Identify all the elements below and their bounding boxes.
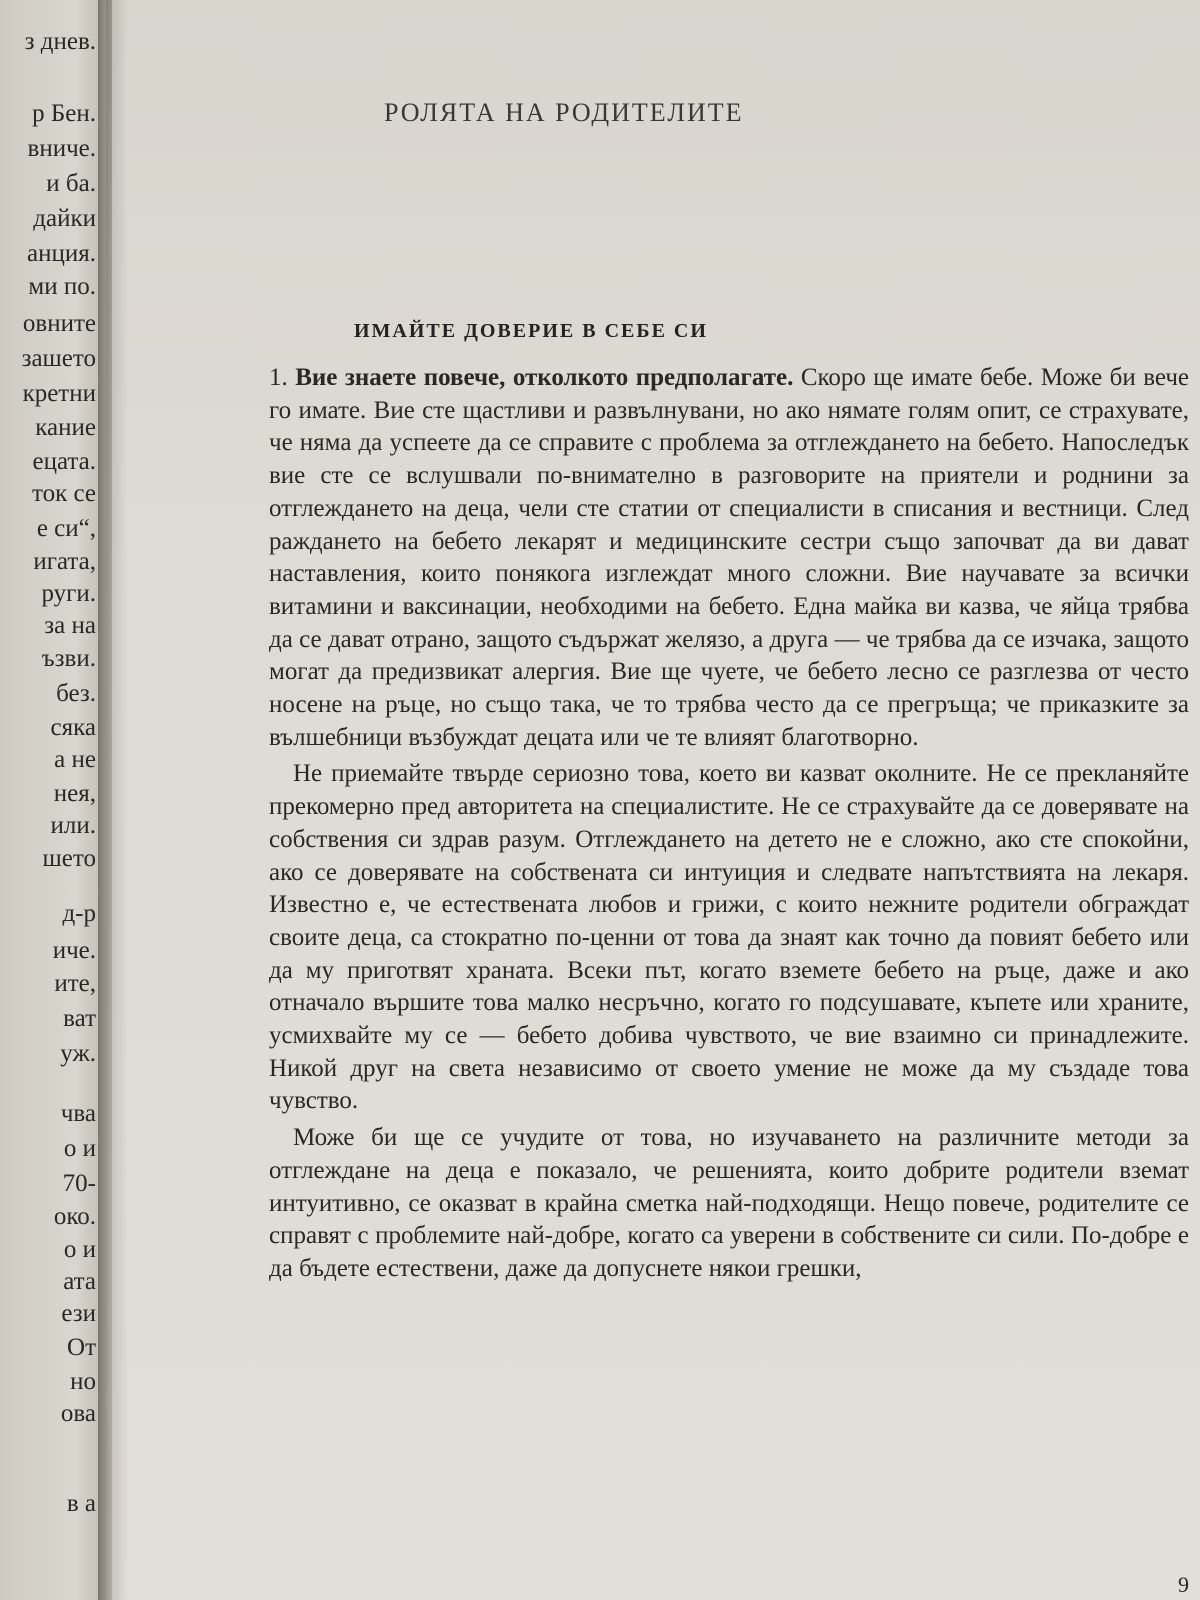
left-page-line: око. [53, 1203, 96, 1230]
left-page-line: иче. [52, 937, 96, 964]
left-page-line: дайки [33, 205, 96, 232]
left-page-line: уж. [60, 1040, 96, 1067]
book-page [112, 0, 1200, 1600]
left-page-line: шето [42, 845, 96, 872]
left-page-line: От [67, 1334, 96, 1361]
left-facing-page [0, 0, 106, 1600]
left-page-line: вниче. [27, 135, 96, 162]
body-text [269, 362, 1189, 1286]
left-page-line: или. [50, 812, 96, 839]
left-page-line: а не [54, 746, 96, 773]
left-page-line: ъзви. [41, 645, 96, 672]
left-page-line: ват [63, 1005, 96, 1032]
left-page-line: овните [22, 310, 96, 337]
left-page-line: и ба. [46, 170, 96, 197]
left-page-line: р Бен. [32, 100, 96, 127]
left-page-line: игата, [33, 548, 96, 575]
paragraph-1 [269, 362, 1189, 754]
left-page-line: о и [63, 1236, 96, 1263]
chapter-heading: РОЛЯТА НА РОДИТЕЛИТЕ [384, 98, 744, 127]
page-gutter-shadow [98, 0, 128, 1600]
left-page-line: 70- [62, 1170, 96, 1197]
paragraph-3: Може би ще се учудите от това, но изучаването на различните методи за отглеждане на деца е показало, че решенията, които добрите родители вземат интуитивно, се оказват в крайна сметка най-подходящи. Нещо повече, родителите се справят с проблемите най-добре, когато са уверени в собствените си сили. По-добре е да бъдете естествени, даже да допуснете някои грешки, [269, 1124, 1189, 1282]
left-page-line: без. [56, 680, 96, 707]
left-page-line: зашето [21, 345, 96, 372]
left-page-line: ата [63, 1268, 96, 1295]
left-page-line: анция. [27, 240, 96, 267]
paragraph-2: Не приемайте твърде сериозно това, което ви казват околните. Не се прекланяйте прекомерно пред авторитета на специалистите. Не се страхувайте да се доверявате на собствения си здрав разум. Отглеждането на детето не е сложно, ако сте спокойни, ако се доверявате на собствената си интуиция и следвате напътствията на лекаря. Известно е, че естествената любов и грижи, с които нежните родители обграждат своите деца, са стократно по-ценни от това да знаят как точно да повият бебето или да му приготвят храната. Всеки път, когато вземете бебето на ръце, даже и ако отначало вършите това малко несръчно, когато го подсушавате, къпете или храните, усмихвайте му се — бебето добива чувството, че вие взаимно си принадлежите. Никой друг на света независимо от своето умение не може да му създаде това чувство. [269, 760, 1189, 1115]
left-page-line: ова [60, 1400, 96, 1427]
left-page-line: руги. [41, 580, 96, 607]
left-page-line: ток се [32, 480, 96, 507]
left-page-line: д-р [62, 900, 96, 927]
left-page-line: о и [63, 1135, 96, 1162]
page-number: 9 [1178, 1572, 1189, 1597]
paragraph-1-text: Скоро ще имате бебе. Може би вече го имате. Вие сте щастливи и развълнувани, но ако нямате голям опит, се страхувате, че няма да успеете да се справите с проблема за отглеждането на бебето. Напоследък вие сте се вслушвали по-внимателно в разговорите на приятели и роднини за отглеждането на деца, чели сте статии от специалисти в списания и вестници. След раждането на бебето лекарят и медицинските сестри също започват да ви дават наставления, които понякога изглеждат много сложни. Вие научавате за всички витамини и ваксинации, необходими на бебето. Една майка ви казва, че яйца трябва да се дават отрано, защото съдържат желязо, а друга — че трябва да се изчака, защото могат да предизвикат алергия. Вие ще чуете, че бебето лесно се разглезва от често носене на ръце, но също така, че то трябва често да се прегръща; че приказките за вълшебници възбуждат децата или че те влияят благотворно. [269, 364, 1190, 751]
left-page-line: е си“, [36, 515, 96, 542]
left-page-line: чва [60, 1100, 96, 1127]
left-page-line: ми по. [28, 273, 96, 300]
paragraph-lead: Вие знаете повече, отколкото предполагате. [295, 364, 794, 391]
left-page-line: ецата. [32, 448, 96, 475]
left-page-line: сяка [50, 714, 96, 741]
section-subheading: ИМАЙТЕ ДОВЕРИЕ В СЕБЕ СИ [354, 320, 708, 342]
paragraph-number: 1. [269, 364, 288, 391]
left-page-line: в а [66, 1490, 96, 1517]
left-page-line: но [70, 1368, 96, 1395]
left-page-line: ите, [54, 970, 96, 997]
left-page-line: кретни [22, 380, 96, 407]
left-page-line: нея, [53, 780, 96, 807]
left-page-line: з днев. [24, 28, 96, 55]
left-page-line: за на [44, 612, 96, 639]
left-page-line: ези [61, 1300, 96, 1327]
left-page-line: кание [35, 414, 96, 441]
